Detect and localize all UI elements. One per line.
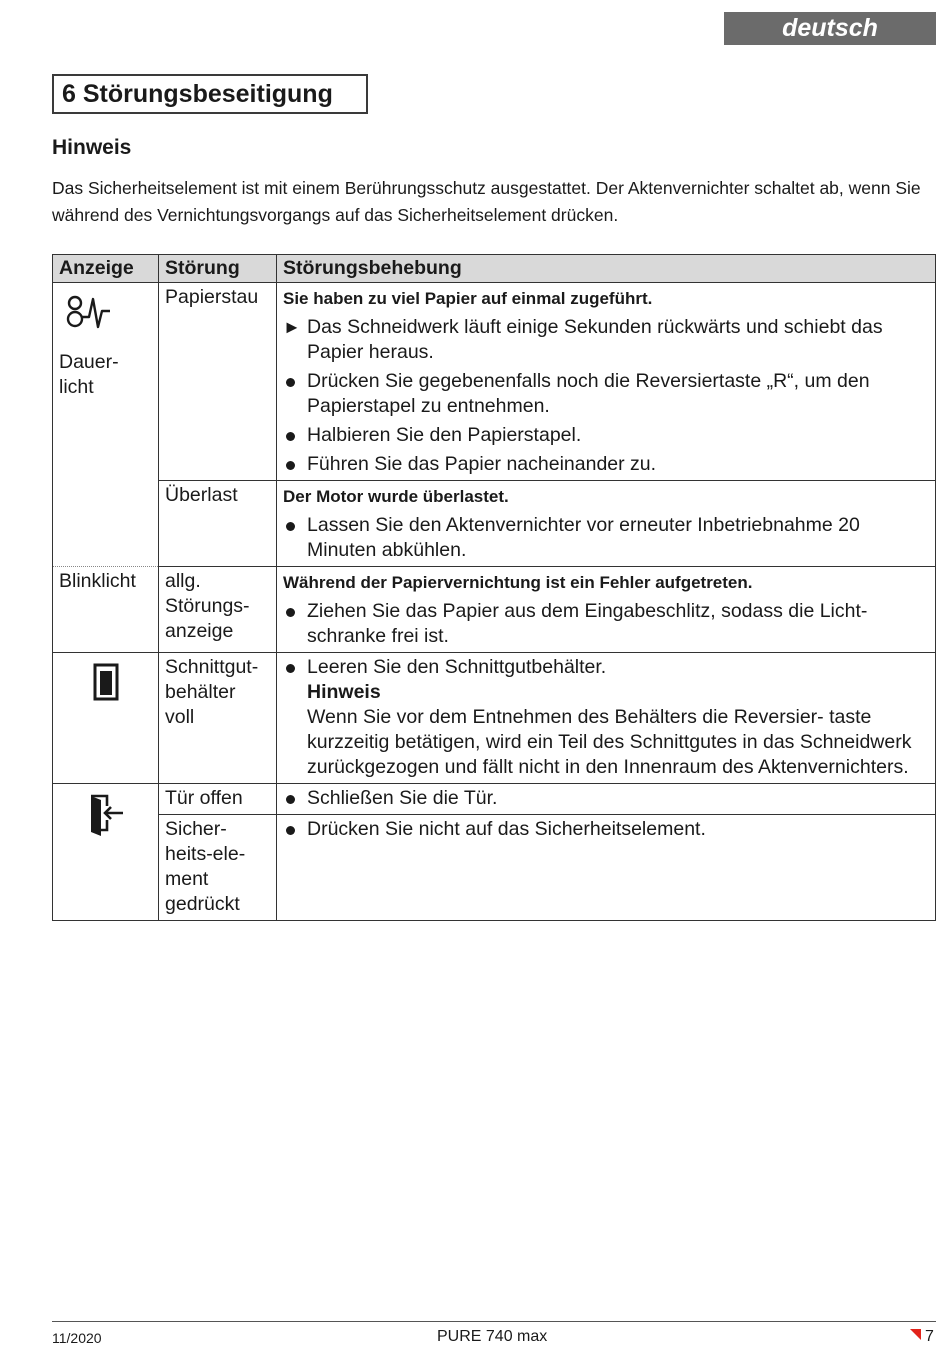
remedy-lead: Sie haben zu viel Papier auf einmal zugeführt. bbox=[283, 289, 653, 308]
fault-cell: Tür offen bbox=[159, 784, 277, 815]
remedy-step: Führen Sie das Papier nacheinander zu. bbox=[283, 452, 929, 477]
remedy-step: Leeren Sie den Schnittgutbehälter. Hinweis Wenn Sie vor dem Entnehmen des Behälters die Reversier- taste kurzzeitig betätigen, wird ein Teil des Schnittgutes in das Schneidwerk zurückgezogen und fällt nicht in den Innenraum des Aktenvernichters. bbox=[283, 655, 929, 780]
bullet-icon bbox=[286, 522, 295, 531]
remedy-lead: Während der Papiervernichtung ist ein Fehler aufgetreten. bbox=[283, 573, 753, 592]
fault-cell: allg. Störungs- anzeige bbox=[159, 567, 277, 653]
note-text: Das Sicherheitselement ist mit einem Berührungsschutz ausgestattet. Der Aktenvernichter schaltet ab, wenn Sie während des Vernichtungsvorgangs auf das Sicherheitselement drücken. bbox=[52, 178, 921, 225]
remedy-step: Schließen Sie die Tür. bbox=[283, 786, 929, 811]
table-row bbox=[53, 784, 936, 815]
fault-cell: Sicher- heits-ele- ment gedrückt bbox=[159, 815, 277, 921]
bin-full-icon bbox=[93, 655, 119, 708]
table-row bbox=[53, 481, 936, 567]
indicator-cell bbox=[53, 283, 159, 567]
fault-cell: Papierstau bbox=[159, 283, 277, 481]
troubleshooting-table bbox=[52, 254, 936, 921]
bullet-icon bbox=[286, 608, 295, 617]
remedy-note-text: Wenn Sie vor dem Entnehmen des Behälters die Reversier- taste kurzzeitig betätigen, wird ein Teil des Schnittgutes in das Schneidwerk zurückgezogen und fällt nicht in den Innenraum des Aktenvernichters. bbox=[307, 706, 912, 778]
remedy-cell bbox=[277, 653, 936, 784]
footer-model: PURE 740 max bbox=[437, 1328, 548, 1345]
footer-divider bbox=[52, 1321, 936, 1322]
table-header-row bbox=[53, 255, 936, 283]
arrow-icon: ► bbox=[283, 317, 301, 337]
remedy-cell bbox=[277, 481, 936, 567]
table-row bbox=[53, 815, 936, 921]
language-tab: deutsch bbox=[724, 12, 936, 45]
bullet-icon bbox=[286, 461, 295, 470]
remedy-cell bbox=[277, 784, 936, 815]
indicator-cell bbox=[53, 653, 159, 784]
page-number: 7 bbox=[910, 1328, 934, 1346]
remedy-step: ► Das Schneidwerk läuft einige Sekunden rückwärts und schiebt das Papier heraus. bbox=[283, 316, 883, 363]
bullet-icon bbox=[286, 378, 295, 387]
indicator-cell bbox=[53, 784, 159, 921]
indicator-cell bbox=[53, 567, 159, 653]
note-heading: Hinweis bbox=[52, 136, 132, 159]
table-row bbox=[53, 653, 936, 784]
column-header-indicator: Anzeige bbox=[53, 255, 159, 283]
remedy-note-heading: Hinweis bbox=[307, 681, 381, 703]
bullet-icon bbox=[286, 432, 295, 441]
column-header-remedy: Störungsbehebung bbox=[277, 255, 936, 283]
fault-cell: Überlast bbox=[159, 481, 277, 567]
remedy-step: Ziehen Sie das Papier aus dem Eingabeschlitz, sodass die Licht- schranke frei ist. bbox=[283, 599, 929, 649]
corner-marker-icon bbox=[910, 1329, 921, 1340]
door-open-icon bbox=[85, 786, 127, 847]
remedy-cell bbox=[277, 283, 936, 481]
remedy-step: Drücken Sie nicht auf das Sicherheitselement. bbox=[283, 817, 929, 842]
remedy-cell bbox=[277, 815, 936, 921]
bullet-icon bbox=[286, 664, 295, 673]
remedy-lead: Der Motor wurde überlastet. bbox=[283, 487, 509, 506]
table-row bbox=[53, 283, 936, 481]
remedy-cell bbox=[277, 567, 936, 653]
section-title: 6 Störungsbeseitigung bbox=[52, 74, 368, 114]
table-row bbox=[53, 567, 936, 653]
footer-date: 11/2020 bbox=[52, 1330, 102, 1346]
fault-cell: Schnittgut- behälter voll bbox=[159, 653, 277, 784]
paper-jam-icon bbox=[59, 285, 152, 340]
remedy-step: Drücken Sie gegebenenfalls noch die Reversiertaste „R“, um den Papierstapel zu entnehmen. bbox=[283, 369, 929, 419]
column-header-fault: Störung bbox=[159, 255, 277, 283]
bullet-icon bbox=[286, 795, 295, 804]
bullet-icon bbox=[286, 826, 295, 835]
remedy-step: Halbieren Sie den Papierstapel. bbox=[283, 423, 929, 448]
indicator-label: Blinklicht bbox=[59, 570, 136, 592]
indicator-label: Dauer- licht bbox=[59, 351, 119, 398]
remedy-step: Lassen Sie den Aktenvernichter vor erneuter Inbetriebnahme 20 Minuten abkühlen. bbox=[283, 513, 929, 563]
